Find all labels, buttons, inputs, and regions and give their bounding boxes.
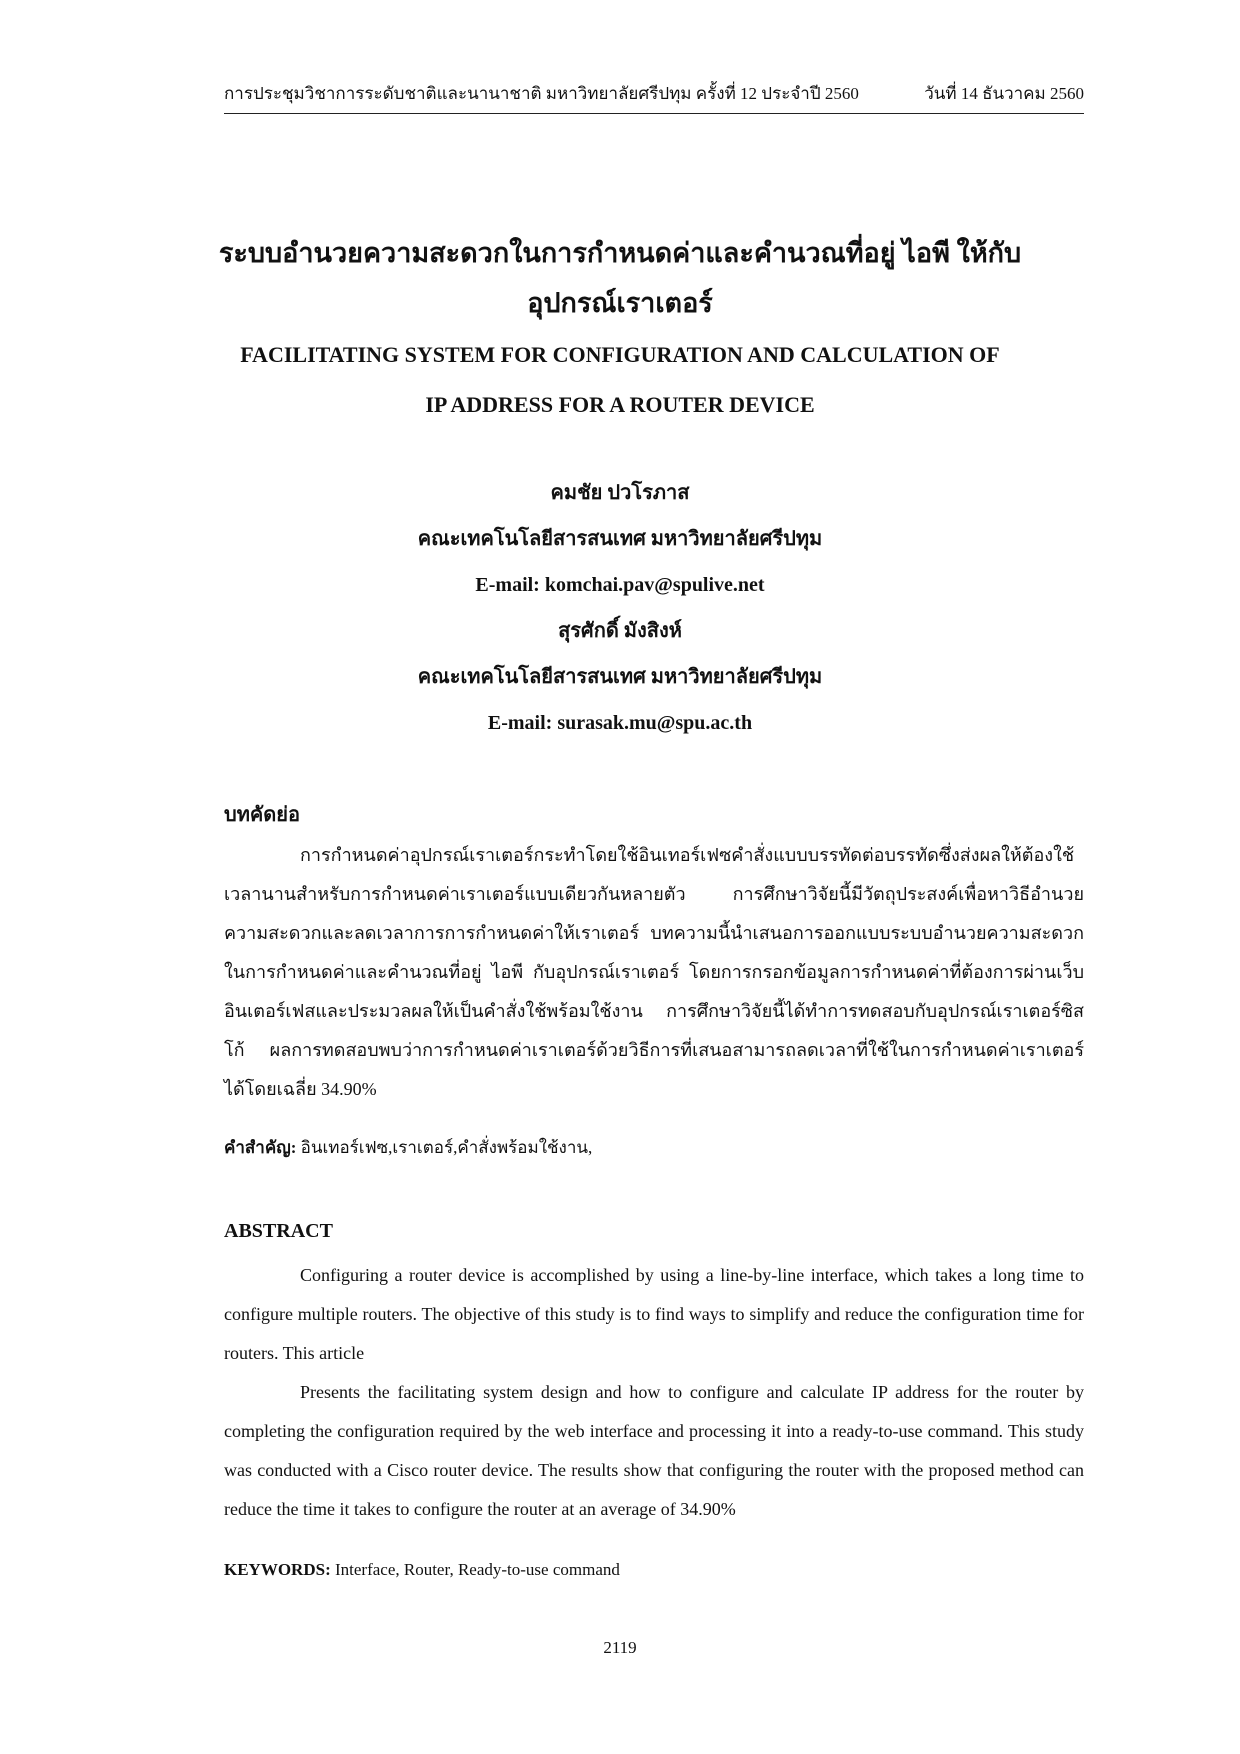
- english-abstract-paragraph-2: Presents the facilitating system design and how to configure and calculate IP address for the router by completing the configuration required by the web interface and processing it into a ready-to-use command. This study was conducted with a Cisco router device. The results show that configuring the router with the proposed method can reduce the time it takes to configure the router at an average of 34.90%: [224, 1382, 1084, 1519]
- running-header: [224, 80, 1084, 114]
- english-title: [0, 330, 1240, 430]
- author-email: E-mail: surasak.mu@spu.ac.th: [487, 712, 753, 734]
- english-keywords: [224, 1560, 1084, 1580]
- thai-title-line-1: ระบบอำนวยความสะดวกในการกำหนดค่าและคำนวณที่อยู่ ไอพี ให้กับ: [218, 238, 1022, 268]
- thai-keywords-value: อินเทอร์เฟซ,เราเตอร์,คำสั่งพร้อมใช้งาน,: [300, 1138, 593, 1157]
- author-name: สุรศักดิ์ มังสิงห์: [558, 620, 682, 642]
- thai-keywords: [224, 1134, 1084, 1161]
- author-email: E-mail: komchai.pav@spulive.net: [475, 574, 765, 596]
- english-keywords-label: KEYWORDS:: [224, 1560, 331, 1579]
- author-affiliation: คณะเทคโนโลยีสารสนเทศ มหาวิทยาลัยศรีปทุม: [417, 666, 823, 688]
- thai-title-line-2: อุปกรณ์เราเตอร์: [527, 288, 713, 318]
- thai-abstract-body: การกำหนดค่าอุปกรณ์เราเตอร์กระทำโดยใช้อินเทอร์เฟซคำสั่งแบบบรรทัดต่อบรรทัดซึ่งส่งผลให้ต้องใช้เวลานานสำหรับการกำหนดค่าเราเตอร์แบบเดียวกันหลายตัว การศึกษาวิจัยนี้มีวัตถุประสงค์เพื่อหาวิธีอำนวยความสะดวกและลดเวลาการการกำหนดค่าให้เราเตอร์ บทความนี้นำเสนอการออกแบบระบบอำนวยความสะดวกในการกำหนดค่าและคำนวณที่อยู่ ไอพี กับอุปกรณ์เราเตอร์ โดยการกรอกข้อมูลการกำหนดค่าที่ต้องการผ่านเว็บอินเตอร์เฟสและประมวลผลให้เป็นคำสั่งใช้พร้อมใช้งาน การศึกษาวิจัยนี้ได้ทำการทดสอบกับอุปกรณ์เราเตอร์ซิสโก้ ผลการทดสอบพบว่าการกำหนดค่าเราเตอร์ด้วยวิธีการที่เสนอสามารถลดเวลาที่ใช้ในการกำหนดค่าเราเตอร์ได้โดยเฉลี่ย 34.90%: [224, 845, 1084, 1099]
- author-name: คมชัย ปวโรภาส: [550, 482, 690, 504]
- conference-date: วันที่ 14 ธันวาคม 2560: [924, 84, 1084, 103]
- thai-title: [0, 228, 1240, 328]
- thai-abstract-heading: บทคัดย่อ: [224, 804, 300, 826]
- page-number: 2119: [603, 1638, 637, 1657]
- english-abstract-heading: ABSTRACT: [224, 1220, 333, 1242]
- author-affiliation: คณะเทคโนโลยีสารสนเทศ มหาวิทยาลัยศรีปทุม: [417, 528, 823, 550]
- english-abstract-paragraph-1: Configuring a router device is accomplished by using a line-by-line interface, which takes a long time to configure multiple routers. The objective of this study is to find ways to simplify and reduce the configuration time for routers. This article: [224, 1265, 1084, 1363]
- conference-name: การประชุมวิชาการระดับชาติและนานาชาติ มหาวิทยาลัยศรีปทุม ครั้งที่ 12 ประจำปี 2560: [224, 84, 859, 103]
- english-title-line-1: FACILITATING SYSTEM FOR CONFIGURATION AND CALCULATION OF: [240, 342, 1000, 367]
- author-block: [0, 470, 1240, 746]
- thai-keywords-label: คำสำคัญ:: [224, 1138, 297, 1157]
- english-title-line-2: IP ADDRESS FOR A ROUTER DEVICE: [425, 392, 815, 417]
- english-keywords-value: Interface, Router, Ready-to-use command: [334, 1560, 620, 1579]
